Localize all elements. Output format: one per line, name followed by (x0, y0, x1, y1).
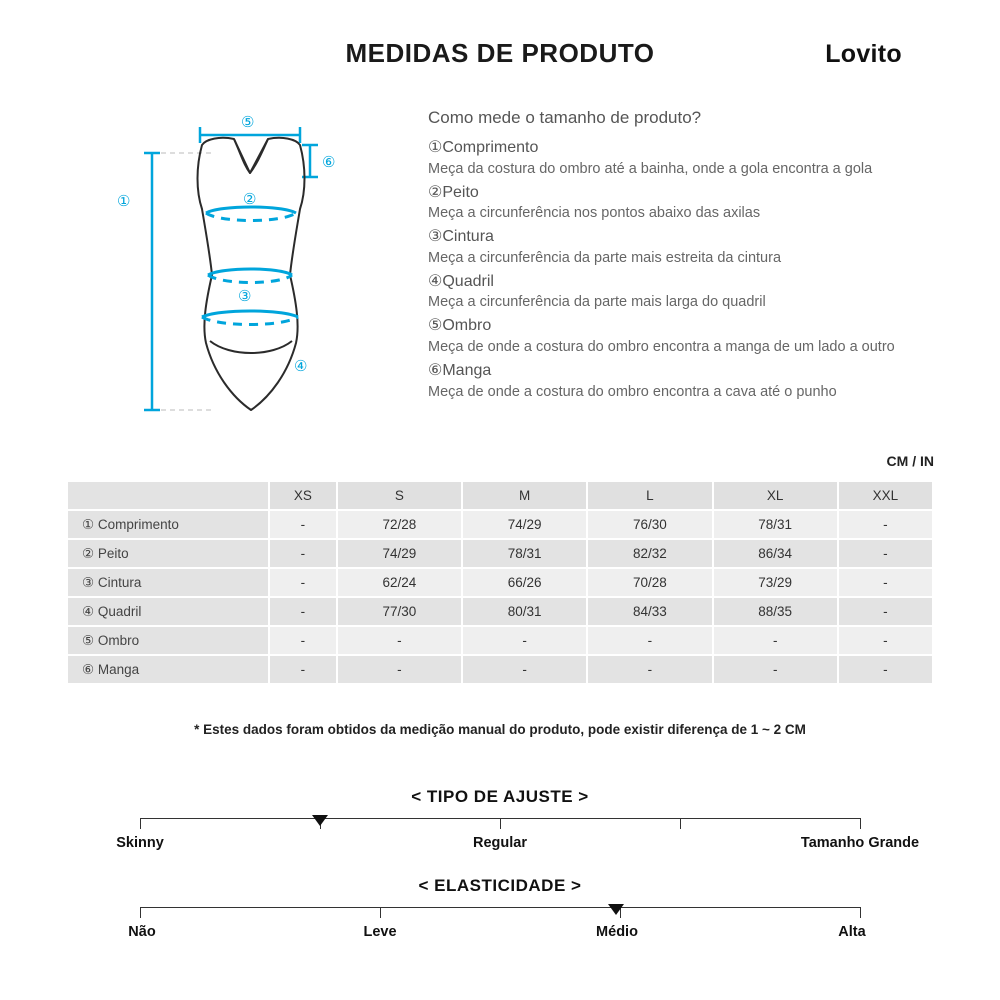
measure-label: ①Comprimento (428, 139, 539, 156)
elasticity-scale-title: < ELASTICIDADE > (418, 876, 582, 895)
callout-3: ③ (238, 288, 252, 305)
table-header-row (68, 482, 932, 509)
elasticity-label-leve: Leve (363, 924, 397, 940)
fit-scale-marker (312, 815, 328, 826)
table-row (68, 598, 932, 625)
cell: 82/32 (588, 540, 711, 567)
measure-item-quadril (428, 271, 948, 313)
cell: - (463, 627, 586, 654)
cell: - (270, 627, 336, 654)
cell: 86/34 (714, 540, 837, 567)
measure-item-ombro (428, 315, 948, 357)
cell: - (839, 598, 932, 625)
measure-item-manga (428, 360, 948, 402)
size-table (66, 480, 934, 685)
cell: 74/29 (338, 540, 461, 567)
cell: - (338, 656, 461, 683)
cell: - (839, 569, 932, 596)
callout-6: ⑥ (322, 154, 336, 171)
column-header-l: L (588, 482, 711, 509)
cell: 88/35 (714, 598, 837, 625)
cell: - (839, 540, 932, 567)
row-label: ① Comprimento (68, 511, 268, 538)
how-to-measure-question: Como mede o tamanho de produto? (428, 108, 702, 127)
measure-desc: Meça da costura do ombro até a bainha, onde a gola encontra a gola (428, 160, 873, 177)
cell: 78/31 (463, 540, 586, 567)
cell: - (714, 656, 837, 683)
measure-label: ④Quadril (428, 272, 494, 290)
cell: 70/28 (588, 569, 711, 596)
cell: - (588, 656, 711, 683)
elasticity-label-nao: Não (128, 924, 156, 940)
row-label: ⑥ Manga (68, 656, 268, 683)
fit-scale-label-large: Tamanho Grande (800, 835, 920, 851)
cell: - (338, 627, 461, 654)
cell: - (463, 656, 586, 683)
measure-desc: Meça a circunferência da parte mais estreita da cintura (428, 249, 782, 266)
measure-item-peito (428, 182, 948, 224)
measure-label: ⑥Manga (428, 361, 492, 379)
cell: - (839, 511, 932, 538)
table-row (68, 511, 932, 538)
cell: - (270, 569, 336, 596)
cell: 78/31 (714, 511, 837, 538)
table-row (68, 540, 932, 567)
cell: 77/30 (338, 598, 461, 625)
callout-4: ④ (294, 358, 308, 375)
header (0, 38, 1000, 78)
elasticity-scale-marker (608, 904, 624, 915)
measure-item-cintura (428, 226, 948, 268)
measure-label: ②Peito (428, 183, 479, 201)
column-header-blank (68, 482, 268, 509)
cell: 76/30 (588, 511, 711, 538)
table-row (68, 627, 932, 654)
fit-scale-title: < TIPO DE AJUSTE > (411, 787, 589, 806)
cell: 80/31 (463, 598, 586, 625)
cell: 73/29 (714, 569, 837, 596)
column-header-xxl: XXL (839, 482, 932, 509)
measure-desc: Meça a circunferência da parte mais larga do quadril (428, 294, 766, 311)
row-label: ⑤ Ombro (68, 627, 268, 654)
callout-5: ⑤ (241, 114, 255, 131)
callout-2: ② (243, 191, 257, 208)
elasticity-label-alta: Alta (838, 924, 866, 940)
cell: - (270, 656, 336, 683)
elasticity-label-medio: Médio (596, 924, 638, 940)
brand-logo: Lovito (825, 40, 902, 68)
table-row (68, 569, 932, 596)
cell: - (839, 627, 932, 654)
row-label: ④ Quadril (68, 598, 268, 625)
cell: - (839, 656, 932, 683)
cell: 62/24 (338, 569, 461, 596)
fit-scale-label-regular: Regular (473, 835, 527, 851)
column-header-m: M (463, 482, 586, 509)
cell: - (714, 627, 837, 654)
fit-scale-label-skinny: Skinny (116, 835, 164, 851)
table-row (68, 656, 932, 683)
cell: - (588, 627, 711, 654)
measure-item-comprimento (428, 137, 948, 179)
how-to-measure (428, 108, 948, 405)
column-header-xl: XL (714, 482, 837, 509)
measure-desc: Meça de onde a costura do ombro encontra a manga de um lado a outro (428, 338, 895, 355)
measure-label: ⑤Ombro (428, 317, 492, 335)
cell: 66/26 (463, 569, 586, 596)
measure-desc: Meça a circunferência nos pontos abaixo das axilas (428, 205, 761, 222)
cell: - (270, 598, 336, 625)
column-header-xs: XS (270, 482, 336, 509)
cell: - (270, 511, 336, 538)
measure-desc: Meça de onde a costura do ombro encontra a cava até o punho (428, 383, 837, 400)
callout-1: ① (117, 193, 131, 210)
cell: - (270, 540, 336, 567)
measure-label: ③Cintura (428, 228, 494, 246)
row-label: ② Peito (68, 540, 268, 567)
column-header-s: S (338, 482, 461, 509)
measurement-footnote: * Estes dados foram obtidos da medição manual do produto, pode existir diferença de 1 ~ 2 CM (194, 722, 806, 737)
cell: 74/29 (463, 511, 586, 538)
page-title: MEDIDAS DE PRODUTO (345, 38, 655, 68)
unit-note: CM / IN (886, 453, 934, 469)
cell: 72/28 (338, 511, 461, 538)
garment-diagram (110, 105, 410, 435)
row-label: ③ Cintura (68, 569, 268, 596)
cell: 84/33 (588, 598, 711, 625)
